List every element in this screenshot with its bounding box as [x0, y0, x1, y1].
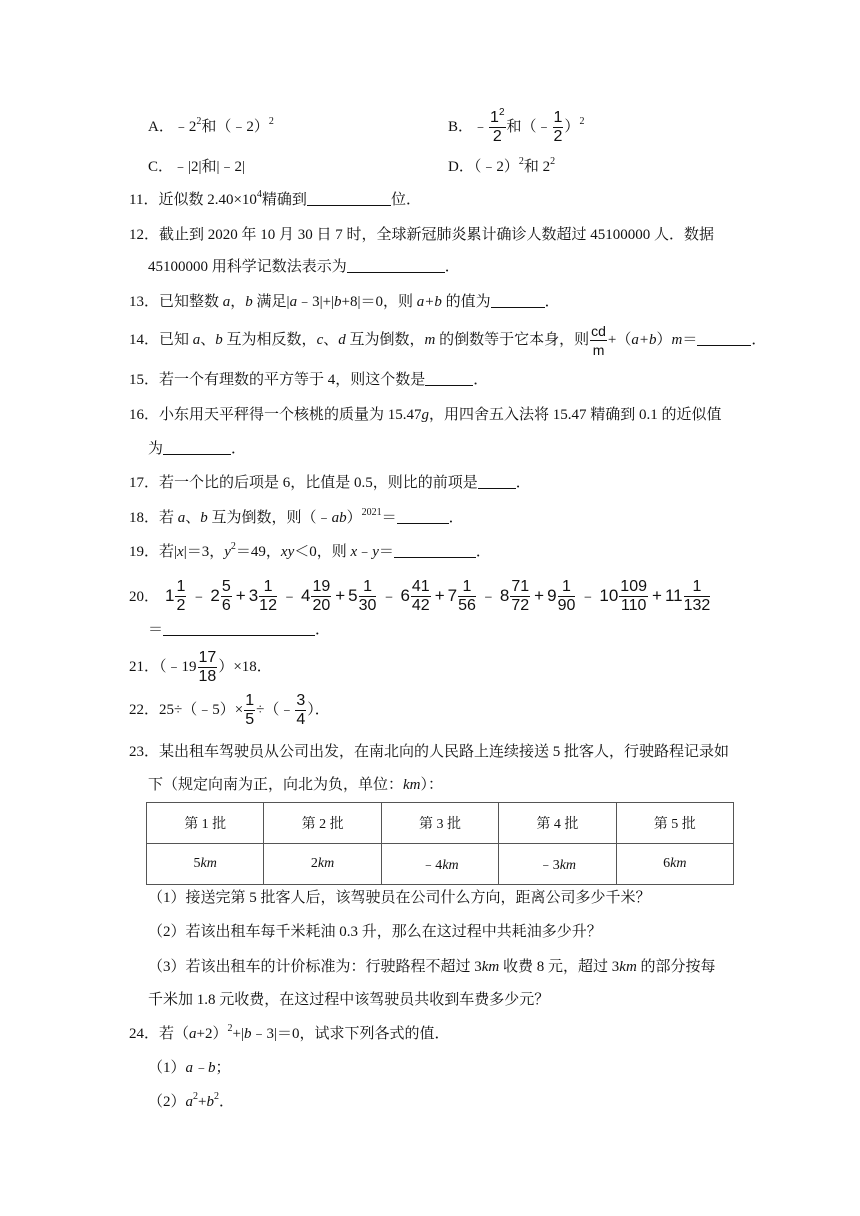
operator-sign: + [335, 586, 346, 605]
question-23-part3: （3）若该出租车的计价标准为：行驶路程不超过 3km 收费 8 元，超过 3km 的部分按每 [148, 959, 716, 975]
whole-part: 4 [300, 586, 311, 605]
answer-blank[interactable] [163, 440, 231, 455]
numerator: 19 [312, 578, 331, 596]
mixed-number-term [278, 578, 332, 615]
operator-sign: + [434, 586, 445, 605]
mixed-number-term [649, 578, 711, 615]
question-19: 19．若|x|＝3，$y^2=49$，xy＜0，则 x﹣y＝ ． [129, 541, 491, 560]
question-22: 22．25÷（﹣5）× $\frac{1}{5}$ ÷（﹣ $\frac{3}{4}$ ）． [129, 692, 330, 729]
answer-blank[interactable] [347, 258, 445, 273]
denominator: 110 [620, 597, 647, 615]
q10-option-b: B．﹣ $\frac{1^2}{2}$ 和（﹣ $\frac{1}{2}$ ）$^2$ [448, 107, 585, 146]
fraction [411, 578, 431, 615]
numerator: 5 [221, 578, 231, 596]
whole-part: 2 [210, 586, 220, 605]
numerator: 1 [684, 578, 711, 597]
denominator: 30 [358, 597, 377, 615]
numerator: 1 [359, 578, 377, 597]
fraction [558, 578, 576, 615]
question-12: 12．截止到 2020 年 10 月 30 日 7 时，全球新冠肺炎累计确诊人数超过 45100000 人．数据 [129, 227, 715, 243]
table-header-cell: 第 4 批 [499, 803, 616, 844]
mixed-number-term [576, 578, 649, 615]
mileage-table [146, 802, 734, 885]
denominator: 12 [259, 597, 277, 615]
table-header-cell: 第 3 批 [381, 803, 498, 844]
question-13: 13．已知整数 a，b 满足|a﹣3|+|b+8|＝0，则 a+b 的值为 ． [129, 294, 560, 310]
numerator: 1 [259, 578, 277, 597]
mixed-number-term [187, 578, 232, 615]
question-17: 17．若一个比的后项是 6，比值是 0.5，则比的前项是 ． [129, 475, 531, 491]
operator-sign: ﹣ [280, 586, 298, 605]
fraction: $\frac{cd}{m}$ [591, 323, 606, 359]
answer-blank[interactable] [697, 331, 751, 346]
question-24-part2: $(2)a^2+b^2$． [148, 1091, 234, 1110]
fraction [458, 578, 476, 615]
answer-blank[interactable] [307, 191, 391, 206]
question-14: 14．已知 a、b 互为相反数，c、d 互为倒数，m 的倒数等于它本身，则 $\frac{cd}{m}$ +（a+b）m＝ ． [129, 323, 767, 359]
operator-sign: + [235, 586, 246, 605]
table-cell: 5km [147, 844, 264, 885]
mixed-number-term [432, 578, 477, 615]
mixed-number-term [377, 578, 431, 615]
fraction: $\frac{1^2}{2}$ [490, 107, 505, 146]
fraction: $\frac{1}{5}$ [245, 692, 255, 729]
operator-sign: ﹣ [380, 586, 398, 605]
whole-part: 3 [248, 586, 259, 605]
answer-blank[interactable] [397, 509, 449, 524]
operator-sign: + [534, 586, 545, 605]
operator-sign: ﹣ [479, 586, 497, 605]
whole-part: 5 [348, 586, 358, 605]
question-23-part3-line2: 千米加 1.8 元收费，在这过程中该驾驶员共收到车费多少元？ [148, 992, 550, 1008]
question-24-part1: （1）a﹣b； [148, 1060, 231, 1076]
mixed-number-term [477, 578, 531, 615]
table-header-cell: 第 2 批 [264, 803, 381, 844]
answer-blank[interactable] [478, 474, 516, 489]
table-cell: ﹣4km [381, 844, 498, 885]
table-row [147, 844, 734, 885]
question-16-line2: 为 ． [148, 441, 247, 457]
answer-blank[interactable] [425, 371, 473, 386]
question-20: 20． 1 $\frac{1}{2}$ ﹣ 2 $\frac{5}{6}$ + 3 $\frac{1}{12}$ ﹣ 4 $\frac{19}{20}$ + 5 $\frac{1}{30}$ ﹣ 6 $\frac{41}{42}$ + 7 $\frac{1}{56}$ ﹣ 8 $\frac{71}{72}$ + 9 $\frac{1}{90}$ ﹣ 10 $\frac{109}{110}$ + 11 $\frac{1}{132}$ [129, 578, 711, 615]
whole-part: 6 [400, 586, 410, 605]
denominator: 42 [411, 597, 430, 615]
q10-option-a: A．$﹣2^2$和（﹣2）$^2$ [148, 116, 274, 135]
whole-part: 11 [664, 586, 683, 605]
fraction [359, 578, 377, 615]
numerator: 41 [411, 578, 430, 596]
answer-blank[interactable] [163, 621, 315, 636]
mixed-number-term [531, 578, 576, 615]
whole-part: 9 [547, 586, 557, 605]
table-cell: 6km [616, 844, 733, 885]
mixed-number-term [332, 578, 377, 615]
question-18: 18．若 a、b 互为倒数，则（﹣ab）$^{2021}$＝ ． [129, 507, 464, 526]
fraction [311, 578, 331, 615]
fraction [175, 578, 186, 615]
table-cell: ﹣3km [499, 844, 616, 885]
question-23-part1: （1）接送完第 5 批客人后，该驾驶员在公司什么方向，距离公司多少千米？ [148, 890, 651, 906]
numerator: 1 [176, 578, 186, 596]
denominator: 20 [312, 597, 331, 615]
question-11: 11．近似数 $2.40\times 10^4$精确到 位． [129, 189, 421, 208]
fraction [684, 578, 711, 615]
operator-sign: ﹣ [190, 586, 208, 605]
question-23: 23．某出租车驾驶员从公司出发，在南北向的人民路上连续接送 5 批客人，行驶路程记录如 [129, 744, 730, 760]
whole-part: 1 [165, 586, 175, 605]
question-15: 15．若一个有理数的平方等于 4，则这个数是 ． [129, 372, 489, 388]
q10-option-d: D．（﹣2）$^2$和 $2^2$ [448, 156, 556, 175]
question-20-line2: ＝ ． [148, 622, 331, 638]
fraction: $\frac{17}{18}$ [198, 649, 217, 686]
fraction: $\frac{1}{2}$ [553, 109, 563, 146]
table-header-cell: 第 5 批 [616, 803, 733, 844]
denominator: 2 [176, 597, 186, 615]
numerator: 1 [458, 578, 476, 597]
answer-blank[interactable] [394, 543, 476, 558]
question-23-line2: 下（规定向南为正，向北为负，单位：km）： [148, 777, 444, 793]
whole-part: 7 [447, 586, 458, 605]
question-21: 21．（﹣19 $\frac{17}{18}$ ）×18． [129, 649, 272, 686]
denominator: 72 [511, 597, 530, 615]
question-23-part2: （2）若该出租车每千米耗油 0.3 升，那么在这过程中共耗油多少升？ [148, 924, 602, 940]
numerator: 109 [620, 578, 647, 596]
mixed-number-term [233, 578, 278, 615]
fraction [221, 578, 232, 615]
denominator: 90 [557, 597, 576, 615]
operator-sign: + [652, 586, 662, 605]
operator-sign: ﹣ [579, 586, 597, 605]
answer-blank[interactable] [491, 293, 545, 308]
whole-part: 10 [599, 586, 619, 605]
table-header-cell: 第 1 批 [147, 803, 264, 844]
fraction [619, 578, 648, 615]
denominator: 132 [683, 597, 711, 615]
fraction: $\frac{3}{4}$ [296, 692, 306, 729]
q10-option-c: C．﹣|2|和|﹣2| [148, 159, 246, 175]
whole-part: 8 [499, 586, 510, 605]
question-16: 16．小东用天平秤得一个核桃的质量为 15.47g，用四舍五入法将 15.47 精确到 0.1 的近似值 [129, 407, 722, 423]
question-24: 24．若$(a+2)^2+|b﹣3|=0$，试求下列各式的值． [129, 1023, 450, 1042]
fraction [510, 578, 530, 615]
table-header-row [147, 803, 734, 844]
mixed-number-term [159, 578, 187, 615]
denominator: 56 [458, 597, 476, 615]
numerator: 1 [558, 578, 576, 597]
numerator: 71 [511, 578, 530, 596]
denominator: 6 [221, 597, 231, 615]
table-cell: 2km [264, 844, 381, 885]
question-12-line2: 45100000 用科学记数法表示为 ． [148, 259, 460, 275]
fraction [259, 578, 277, 615]
